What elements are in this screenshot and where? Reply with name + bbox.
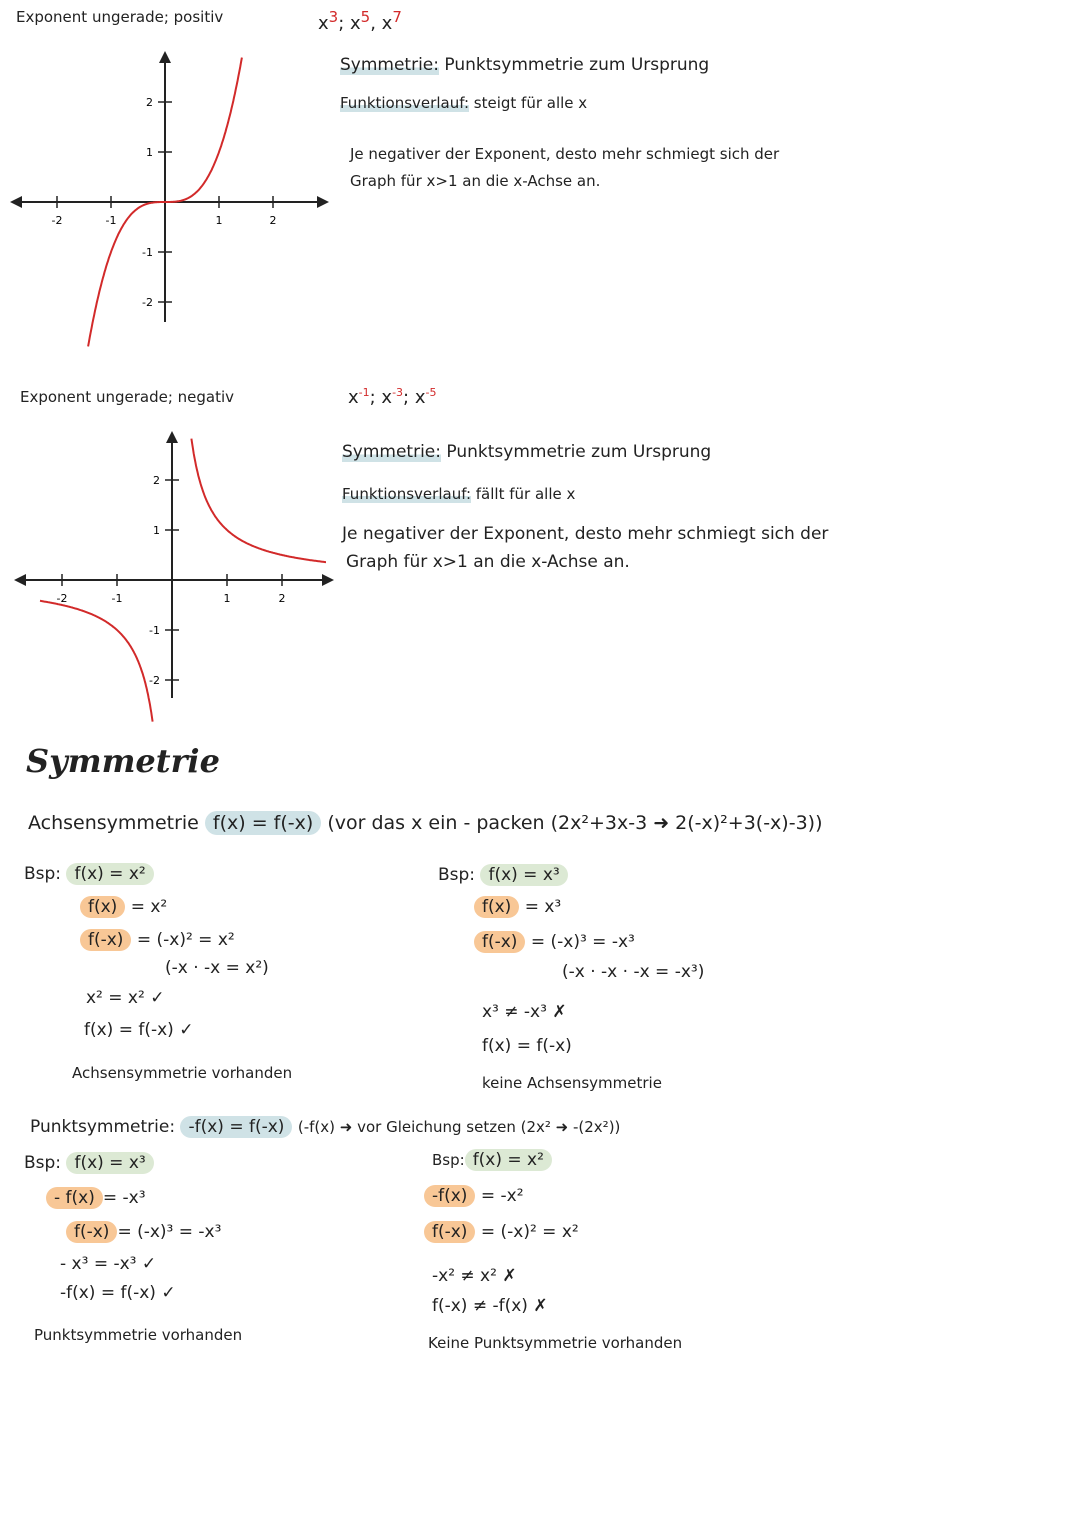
x-tick-label: 2: [269, 214, 277, 227]
section2-course: [342, 485, 575, 503]
section1-examples: $x^3$; $x^5$, $x^7$: [318, 8, 402, 34]
y-tick-label: -1: [142, 246, 153, 259]
section2-heading: Exponent ungerade; negativ: [20, 388, 235, 406]
axis-left-line4: x² = x² ✓: [86, 988, 165, 1008]
point-right-line2: [424, 1222, 579, 1242]
point-left-line1: [46, 1188, 146, 1208]
symmetrie-title: Symmetrie: [26, 742, 220, 780]
point-left-result: Punktsymmetrie vorhanden: [34, 1326, 243, 1344]
course-label: Funktionsverlauf:: [342, 485, 471, 503]
point-left-line2: [66, 1222, 221, 1242]
y-tick-label: -2: [142, 296, 153, 309]
exponent: 7: [392, 8, 402, 26]
point-left-line5: -f(x) = f(-x) ✓: [60, 1283, 176, 1303]
bsp-label: Bsp:: [24, 1153, 62, 1173]
axis-right-line3: (-x · -x · -x = -x³): [562, 962, 705, 982]
base: x: [318, 13, 329, 34]
y-axis-arrow: [159, 51, 171, 63]
term: f(-x): [424, 1221, 475, 1243]
term: = (-x)³ = -x³: [117, 1222, 222, 1242]
point-right-line4: -x² ≠ x² ✗: [432, 1266, 517, 1286]
point-right-line5: f(-x) ≠ -f(x) ✗: [432, 1296, 548, 1316]
section2-note-1: Je negativer der Exponent, desto mehr schmiegt sich der: [342, 524, 829, 544]
term: f(-x): [474, 931, 525, 953]
x-tick-label: -2: [56, 592, 68, 605]
y-tick-label: 1: [153, 524, 160, 537]
term: f(x): [474, 896, 519, 918]
example-function: f(x) = x³: [66, 1152, 153, 1174]
symmetry-value: Punktsymmetrie zum Ursprung: [446, 442, 712, 462]
example-function: f(x) = x³: [480, 864, 567, 886]
y-tick-label: 1: [146, 146, 153, 159]
x-axis-arrow-left: [10, 196, 22, 208]
term: = -x²: [480, 1186, 524, 1206]
point-right-line1: [424, 1186, 524, 1206]
course-value: fällt für alle x: [475, 485, 576, 503]
point-left-example: [24, 1153, 154, 1173]
bsp-label: Bsp:: [438, 865, 476, 885]
axis-left-line3: (-x · -x = x²): [165, 958, 269, 978]
x-tick-label: -2: [51, 214, 63, 227]
x-axis-arrow-right: [317, 196, 329, 208]
exponent: -1: [358, 386, 370, 399]
axis-left-line2: [80, 930, 235, 950]
axis-left-result: Achsensymmetrie vorhanden: [72, 1064, 293, 1082]
term: = x²: [130, 897, 168, 917]
point-symmetry-label: Punktsymmetrie:: [30, 1117, 176, 1137]
bsp-label: Bsp:: [432, 1151, 465, 1169]
axis-right-line2: [474, 932, 635, 952]
x-axis-arrow-left: [14, 574, 26, 586]
axis-right-line4: x³ ≠ -x³ ✗: [482, 1002, 567, 1022]
exponent: -3: [392, 386, 404, 399]
term: - f(x): [46, 1187, 103, 1209]
y-tick-label: 2: [153, 474, 160, 487]
axis-left-line5: f(x) = f(-x) ✓: [84, 1020, 194, 1040]
x-tick-label: -1: [111, 592, 123, 605]
section1-course: [340, 94, 587, 112]
base: x: [414, 387, 426, 408]
axis-symmetry-formula: f(x) = f(-x): [205, 811, 321, 835]
x-tick-label: 2: [278, 592, 286, 605]
exponent: 3: [328, 8, 339, 26]
exponent: 5: [360, 8, 371, 26]
base: x: [350, 13, 361, 34]
base: x: [381, 387, 393, 408]
term: = (-x)² = x²: [480, 1222, 579, 1242]
term: = -x³: [102, 1188, 146, 1208]
base: x: [381, 13, 393, 34]
x-tick-label: 1: [215, 214, 223, 227]
function-curve-left: [40, 601, 153, 722]
axis-symmetry-label: Achsensymmetrie: [28, 812, 199, 834]
axis-right-line5: f(x) = f(-x): [482, 1036, 572, 1056]
point-left-line4: - x³ = -x³ ✓: [60, 1254, 157, 1274]
bsp-label: Bsp:: [24, 864, 62, 884]
example-function: f(x) = x²: [66, 863, 153, 885]
point-symmetry-formula: -f(x) = f(-x): [180, 1116, 292, 1138]
section1-symmetry: [340, 55, 709, 75]
term: f(-x): [80, 929, 131, 951]
axis-left-line1: [80, 897, 167, 917]
x-tick-label: -1: [105, 214, 117, 227]
point-right-result: Keine Punktsymmetrie vorhanden: [428, 1334, 683, 1352]
section1-note-2: Graph für x>1 an die x-Achse an.: [350, 172, 601, 190]
function-curve-right: [191, 439, 326, 562]
y-tick-label: -2: [149, 674, 160, 687]
x-axis-arrow-right: [322, 574, 334, 586]
exponent: -5: [425, 386, 437, 399]
term: f(-x): [66, 1221, 117, 1243]
point-right-example: [432, 1150, 552, 1170]
y-tick-label: 2: [146, 96, 153, 109]
term: -f(x): [424, 1185, 475, 1207]
axis-right-line1: [474, 897, 561, 917]
axis-symmetry-row: [28, 812, 823, 834]
term: = (-x)³ = -x³: [530, 932, 635, 952]
symmetry-label: Symmetrie:: [342, 442, 441, 462]
y-axis-arrow: [166, 431, 178, 443]
section2-examples: $x^{-1}$; $x^{-3}$; $x^{-5}$: [348, 386, 437, 408]
point-symmetry-hint: (-f(x) ➜ vor Gleichung setzen (2x² ➜ -(2x²)): [297, 1118, 621, 1136]
term: f(x): [80, 896, 125, 918]
axis-right-example: [438, 865, 568, 885]
term: = (-x)² = x²: [136, 930, 235, 950]
axis-left-example: [24, 864, 154, 884]
point-symmetry-row: [30, 1117, 620, 1137]
course-label: Funktionsverlauf:: [340, 94, 469, 112]
axis-symmetry-hint: (vor das x ein - packen (2x²+3x-3 ➜ 2(-x)²+3(-x)-3)): [327, 812, 823, 834]
axis-right-result: keine Achsensymmetrie: [482, 1074, 662, 1092]
section2-note-2: Graph für x>1 an die x-Achse an.: [346, 552, 630, 572]
y-tick-label: -1: [149, 624, 160, 637]
symmetry-value: Punktsymmetrie zum Ursprung: [444, 55, 710, 75]
term: = x³: [524, 897, 562, 917]
course-value: steigt für alle x: [473, 94, 588, 112]
section1-heading: Exponent ungerade; positiv: [16, 8, 224, 26]
section2-symmetry: [342, 442, 711, 462]
base: x: [348, 387, 359, 408]
symmetry-label: Symmetrie:: [340, 55, 439, 75]
section1-note-1: Je negativer der Exponent, desto mehr schmiegt sich der: [350, 145, 780, 163]
x-tick-label: 1: [223, 592, 231, 605]
example-function: f(x) = x²: [465, 1149, 552, 1171]
